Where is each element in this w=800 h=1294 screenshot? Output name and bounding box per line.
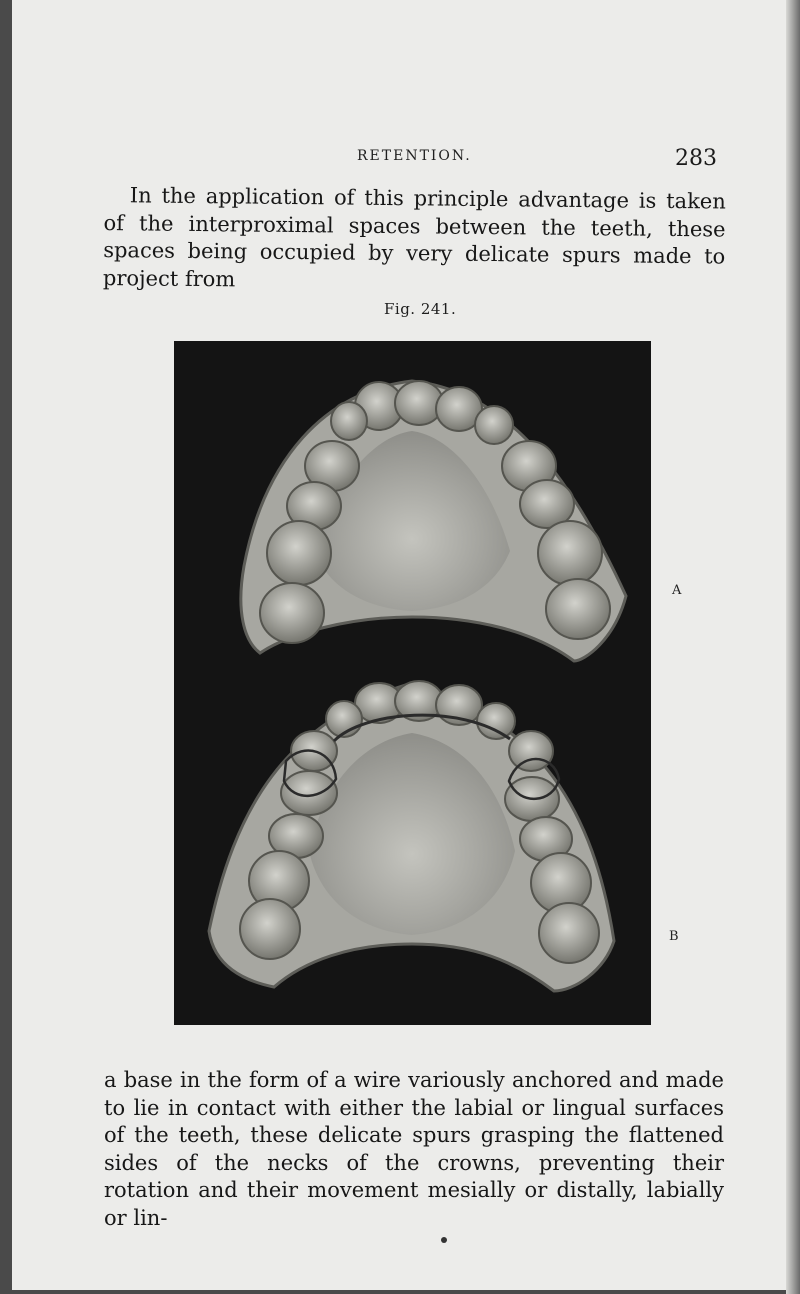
paragraph-top: In the application of this principle advantage is taken of the interproximal spaces between the teeth, these spaces being occupied by very delicate spurs made to project from (102, 183, 726, 292)
dental-casts-photo (174, 341, 651, 1025)
cast-b (209, 681, 614, 991)
page-mark-dot (441, 1237, 447, 1243)
paragraph-bottom: a base in the form of a wire variously anchored and made to lie in contact with either the labial or lingual surfaces of the teeth, these delicate spurs grasping the flattened sides of the necks of the crowns, preventing their rotation and their movement mesially or distally, labially or lin- (104, 1068, 724, 1230)
figure-photograph (174, 341, 651, 1025)
page-number: 283 (675, 146, 717, 171)
figure-caption: Fig. 241. (384, 300, 457, 318)
figure-label-a: A (672, 583, 682, 598)
cast-a (241, 381, 626, 661)
running-head (0, 148, 800, 178)
page-edge-shadow (786, 0, 800, 1294)
figure-label-b: B (669, 929, 679, 944)
running-title: RETENTION. (357, 148, 472, 164)
